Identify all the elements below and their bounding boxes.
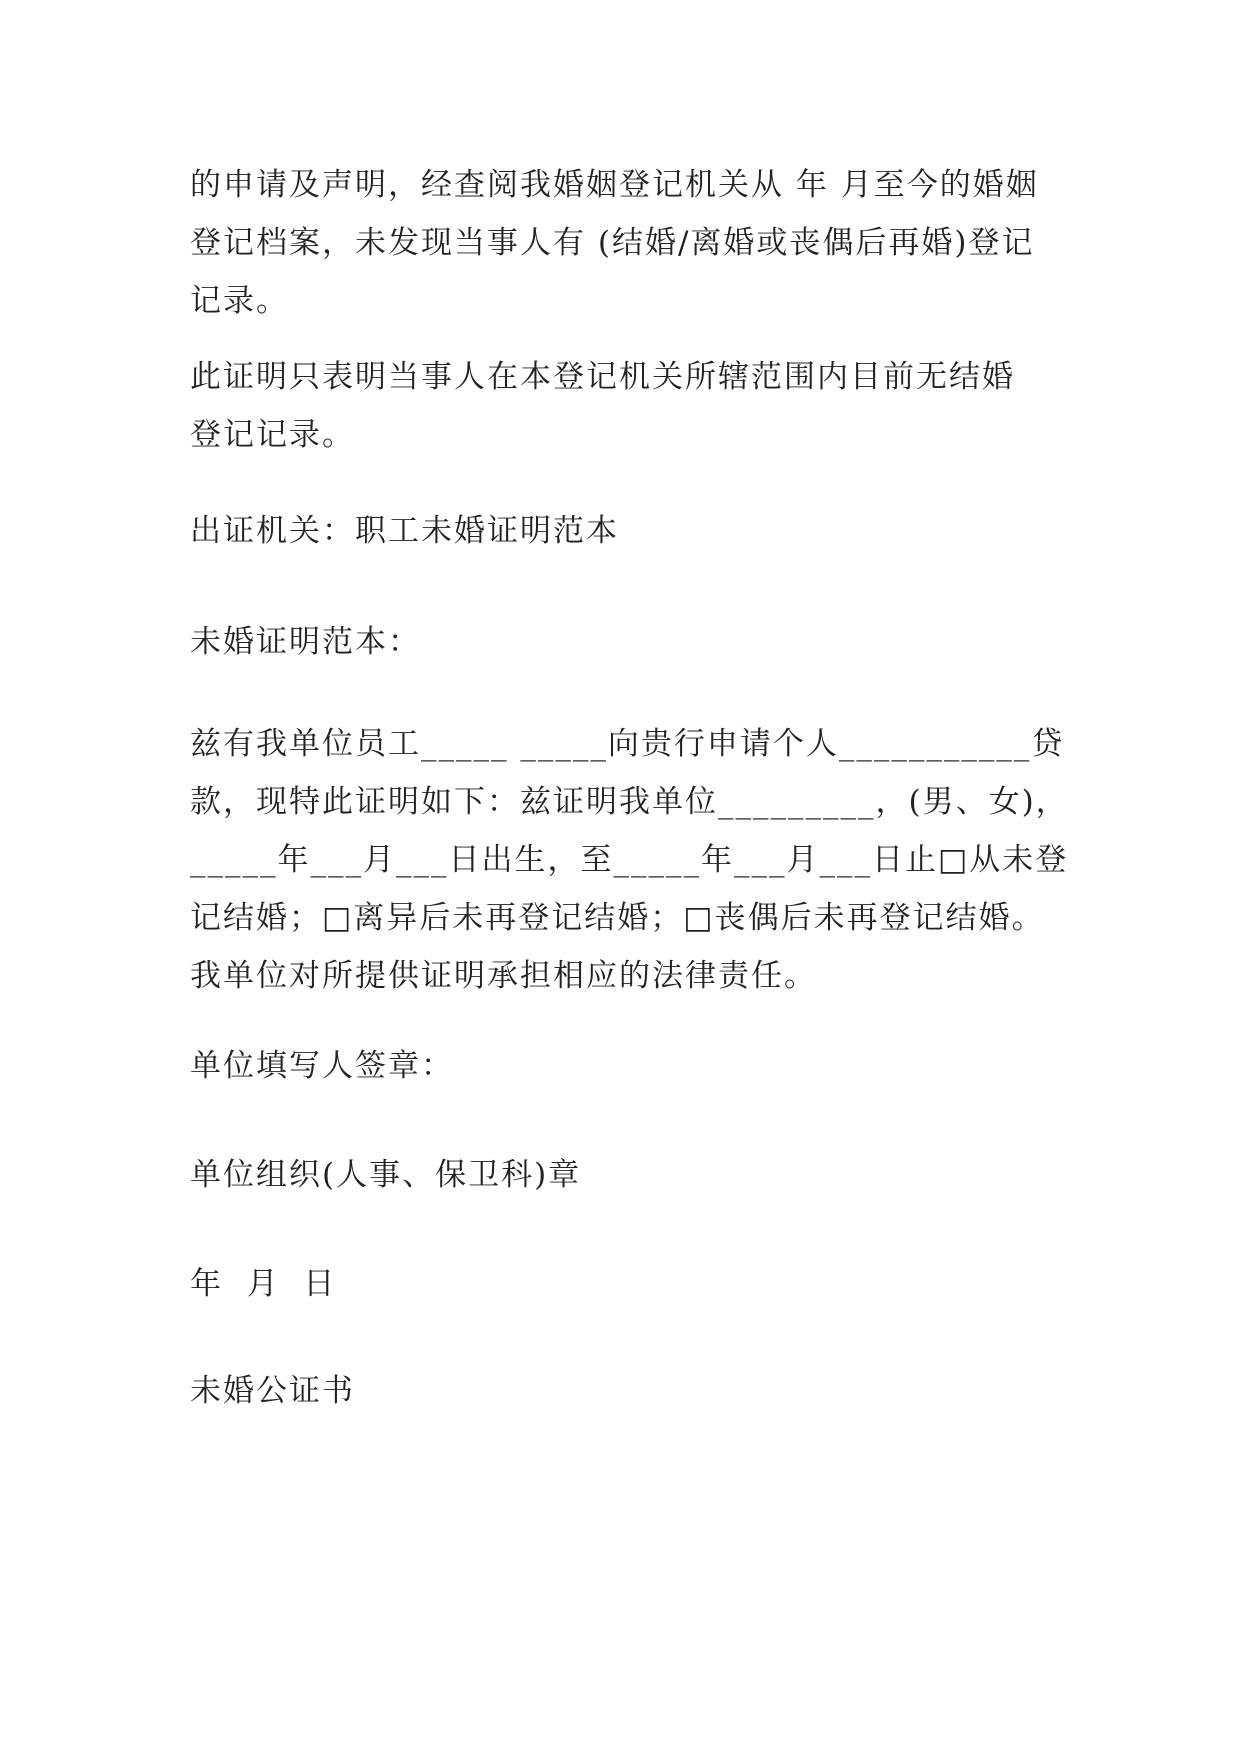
text-line: 兹有我单位员工_____ _____向贵行申请个人___________贷: [190, 726, 1065, 762]
text-line: 款，现特此证明如下：兹证明我单位_________，(男、女)，: [190, 784, 1069, 820]
text-line: 的申请及声明，经查阅我婚姻登记机关从 年 月至今的婚姻: [190, 167, 1039, 203]
sample-heading: 未婚证明范本：: [190, 624, 421, 660]
text-line: 此证明只表明当事人在本登记机关所辖范围内目前无结婚: [190, 359, 1015, 395]
paragraph-scope-note: [190, 348, 1060, 464]
text-line: 登记档案，未发现当事人有 (结婚/离婚或丧偶后再婚)登记: [190, 225, 1035, 261]
paragraph-record-check: [190, 156, 1060, 330]
text-line: 记录。: [190, 283, 289, 319]
date-line: 年 月 日: [190, 1266, 337, 1302]
text-line: 登记记录。: [190, 417, 355, 453]
next-section-heading: 未婚公证书: [190, 1373, 355, 1409]
signer-line: 单位填写人签章：: [190, 1048, 454, 1084]
issuer-line: 出证机关：职工未婚证明范本: [190, 513, 619, 549]
text-line: _____年___月___日出生，至_____年___月___日止□从未登: [190, 842, 1069, 878]
paragraph-certificate-body: [190, 715, 1069, 1005]
text-line: 我单位对所提供证明承担相应的法律责任。: [190, 958, 817, 994]
text-line: 记结婚；□离异后未再登记结婚；□丧偶后未再登记结婚。: [190, 900, 1045, 936]
org-seal-line: 单位组织(人事、保卫科)章: [190, 1157, 582, 1193]
